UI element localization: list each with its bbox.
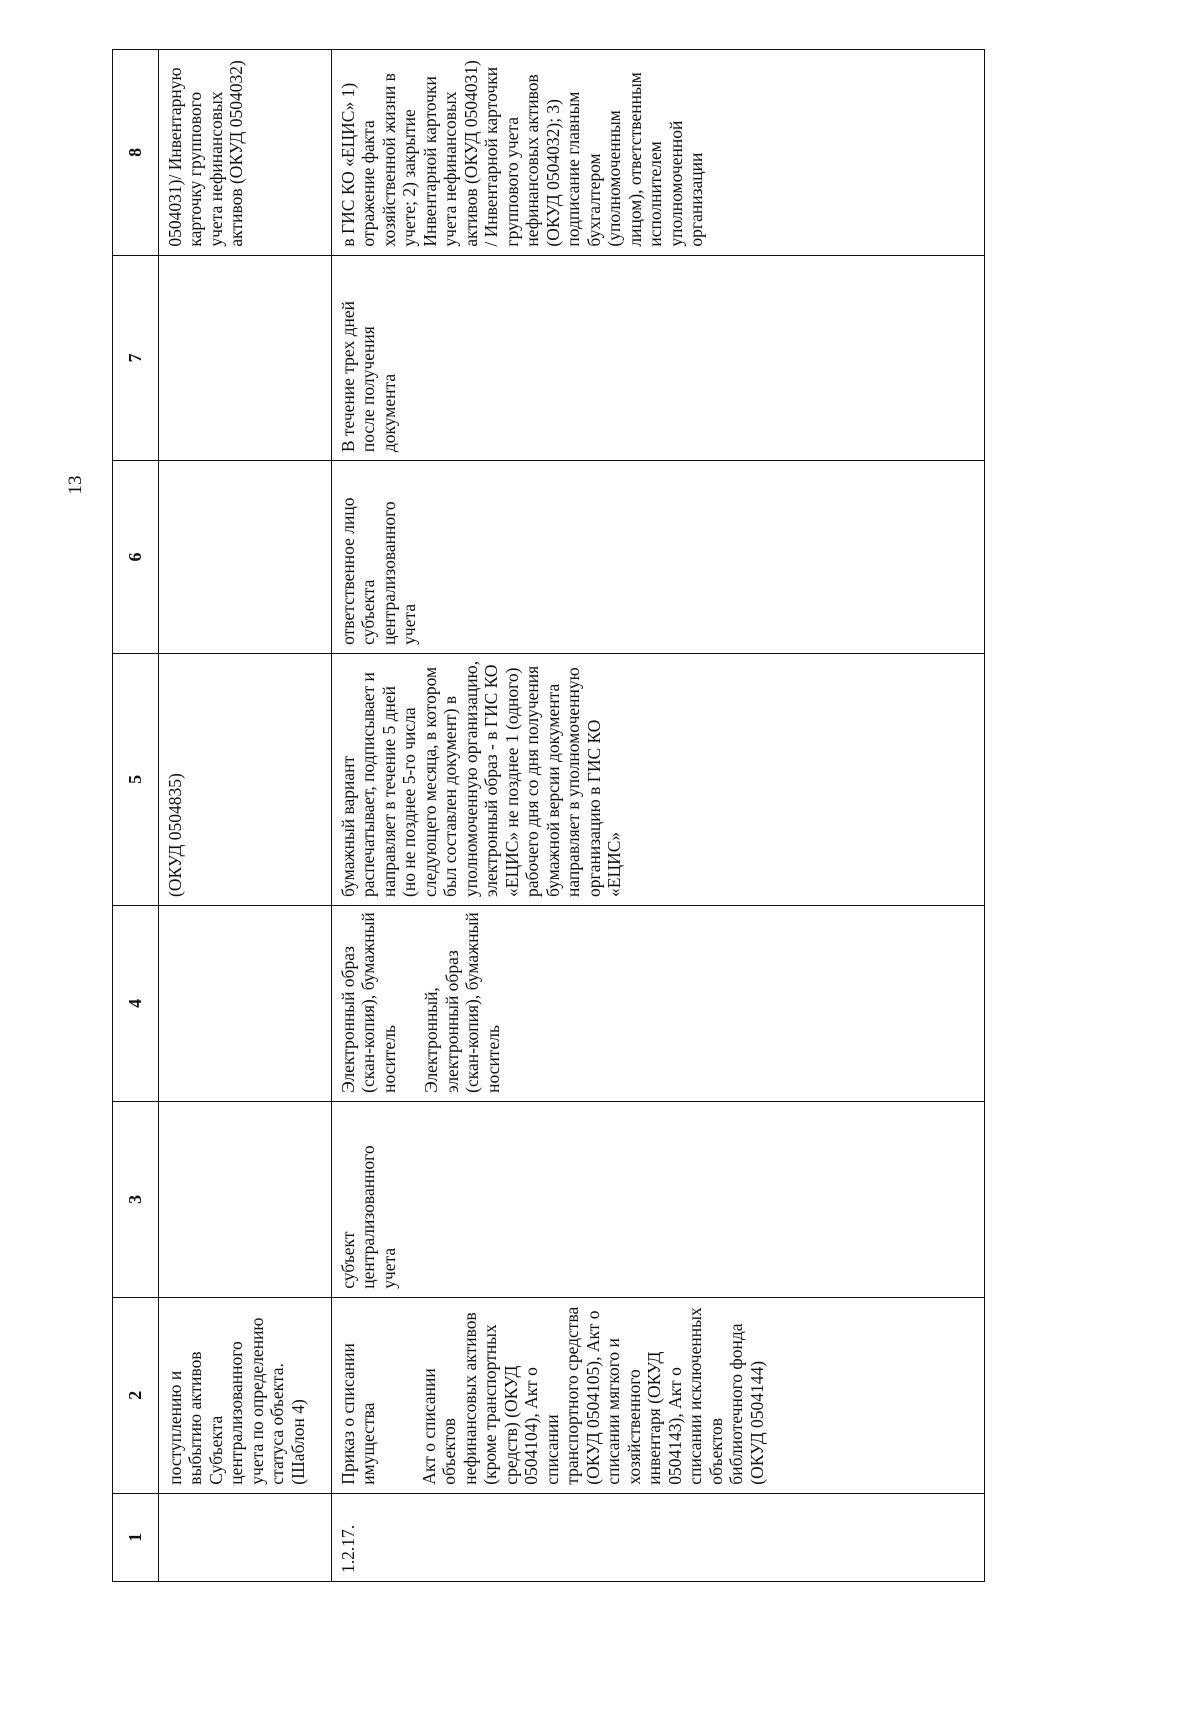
cell-col-1: 1.2.17. — [331, 1493, 984, 1581]
header-col-8: 8 — [113, 50, 159, 256]
cell-col-3 — [158, 1101, 331, 1297]
header-col-4: 4 — [113, 905, 159, 1101]
cell-col-7 — [158, 255, 331, 461]
cell-col-6: ответственное лицо субъекта централизованного учета — [331, 461, 984, 654]
header-col-7: 7 — [113, 255, 159, 461]
header-col-1: 1 — [113, 1493, 159, 1581]
page-number: 13 — [65, 475, 86, 495]
table-row — [331, 50, 984, 1582]
cell-text: Электронный образ (скан-копия), бумажный носитель — [337, 907, 399, 1093]
cell-col-2 — [331, 1297, 984, 1493]
cell-col-5: (ОКУД 0504835) — [158, 653, 331, 905]
cell-col-3: субъект централизованного учета — [331, 1101, 984, 1297]
document-table-rotated — [112, 49, 1112, 1582]
cell-text: Приказ о списании имущества — [337, 1338, 378, 1485]
cell-col-5: бумажный вариант распечатывает, подписывает и направляет в течение 5 дней (но не позднее 5-го числа следующего месяца, в котором был составлен документ) в уполномоченную организацию, электронный образ - в ГИС КО «ЕЦИС» не позднее 1 (одного) рабочего дня со дня получения бумажной версии документа направляет в уполномоченную организацию в ГИС КО «ЕЦИС» — [331, 653, 984, 905]
cell-col-8: 0504031)/ Инвентарную карточку группового учета нефинансовых активов (ОКУД 0504032) — [158, 50, 331, 256]
cell-text: Акт о списании объектов нефинансовых активов (кроме транспортных средств) (ОКУД 0504104), Акт о списании транспортного средства (ОКУД 0504105), Акт о списании мягкого и хозяйственного инвентаря (ОКУД 0504143), Акт о списании исключенных объектов библиотечного фонда (ОКУД 0504144) — [418, 1302, 767, 1485]
cell-col-7: В течение трех дней после получения документа — [331, 255, 984, 461]
header-row — [113, 50, 159, 1582]
header-col-3: 3 — [113, 1101, 159, 1297]
table-row — [158, 50, 331, 1582]
header-col-6: 6 — [113, 461, 159, 654]
document-table — [112, 49, 985, 1582]
cell-col-6 — [158, 461, 331, 654]
header-col-5: 5 — [113, 653, 159, 905]
header-col-2: 2 — [113, 1297, 159, 1493]
cell-col-1 — [158, 1493, 331, 1581]
cell-col-2: поступлению и выбытию активов Субъекта централизованного учета по определению статуса объекта.(Шаблон 4) — [158, 1297, 331, 1493]
cell-col-4 — [158, 905, 331, 1101]
cell-col-8: в ГИС КО «ЕЦИС» 1) отражение факта хозяйственной жизни в учете; 2) закрытие Инвентарной карточки учета нефинансовых активов (ОКУД 0504031) / Инвентарной карточки группового учета нефинансовых активов (ОКУД 0504032); 3) подписание главным бухгалтером (уполномоченным лицом), ответственным исполнителем уполномоченной организации — [331, 50, 984, 256]
cell-col-4 — [331, 905, 984, 1101]
cell-text: Электронный, электронный образ (скан-копия), бумажный носитель — [421, 907, 503, 1093]
